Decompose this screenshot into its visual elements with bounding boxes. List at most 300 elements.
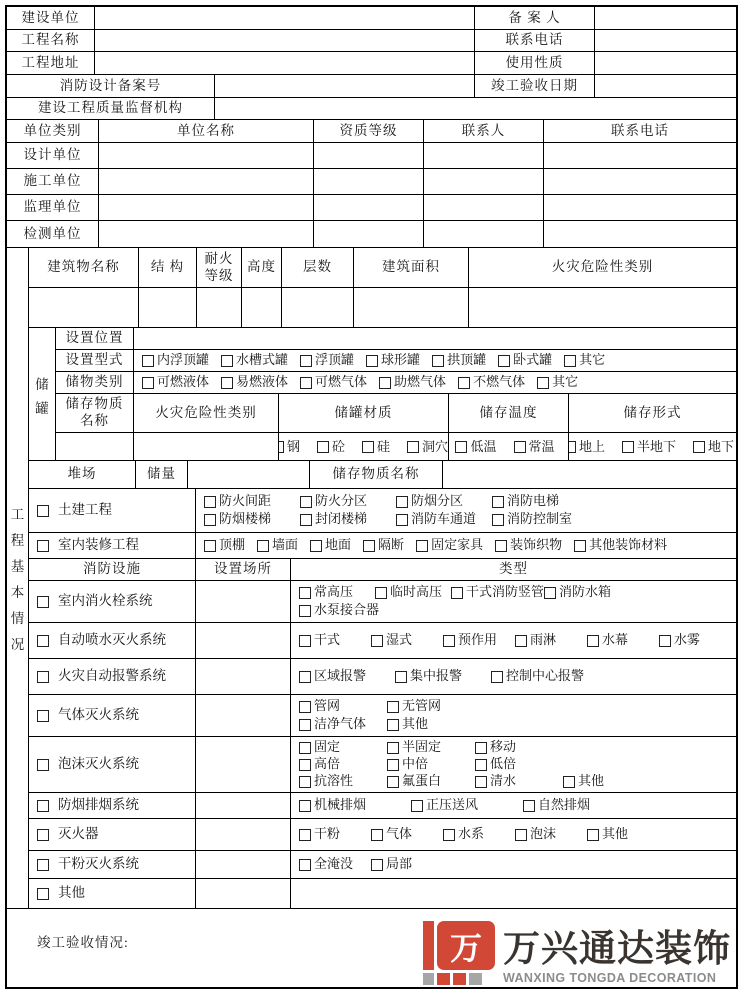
checkbox-option (475, 739, 563, 755)
tank-position-label: 设置位置 (56, 328, 134, 349)
checkbox-icon[interactable] (622, 441, 634, 453)
building-header-3: 高度 (242, 248, 282, 287)
facility-header-2: 类型 (499, 561, 528, 577)
option-label: 内浮顶罐 (157, 352, 210, 368)
unit-name-cell[interactable] (99, 143, 314, 168)
option-line (299, 698, 736, 716)
checkbox-option (563, 773, 651, 789)
top-row-1 (7, 7, 736, 30)
option-label: 固定 (314, 739, 341, 755)
checkbox-icon[interactable] (407, 441, 419, 453)
tank-section (29, 328, 736, 461)
checkbox-icon[interactable] (299, 701, 311, 713)
checkbox-icon[interactable] (693, 441, 705, 453)
facility-location-cell[interactable] (196, 659, 291, 694)
qualification-cell[interactable] (314, 221, 424, 247)
checkbox-option (498, 352, 552, 368)
checkbox-icon[interactable] (299, 635, 311, 647)
checkbox-icon[interactable] (299, 800, 311, 812)
checkbox-icon[interactable] (299, 759, 311, 771)
top-row-3 (7, 52, 736, 75)
checkbox-option (204, 537, 245, 553)
checkbox-option (515, 632, 587, 648)
checkbox-option (475, 773, 563, 789)
top-row-5 (7, 98, 736, 120)
building-header-2: 耐火等级 (197, 248, 242, 287)
unit-row-3 (7, 221, 736, 248)
checkbox-icon[interactable] (299, 719, 311, 731)
facility-location-cell[interactable] (196, 737, 291, 792)
yard-qty-input[interactable] (188, 461, 310, 488)
record-person-input[interactable] (595, 7, 736, 29)
option-label: 管网 (314, 698, 341, 714)
unit-row-2 (7, 195, 736, 221)
option-label: 水系 (458, 826, 485, 842)
facility-location-cell[interactable] (196, 695, 291, 736)
top-row-4 (7, 75, 736, 98)
facility-location-cell[interactable] (196, 623, 291, 658)
checkbox-option (387, 698, 475, 714)
option-label: 地下 (708, 438, 735, 454)
fire-acceptance-form-table (5, 5, 738, 989)
option-label: 泡沫 (530, 826, 557, 842)
checkbox-icon[interactable] (37, 540, 49, 552)
option-label: 消防控制室 (507, 511, 573, 527)
option-label: 低温 (470, 438, 497, 454)
facility-header-1: 设置场所 (196, 559, 291, 580)
checkbox-icon[interactable] (498, 355, 510, 367)
watermark-logo (419, 919, 733, 987)
checkbox-icon[interactable] (299, 605, 311, 617)
qualification-cell[interactable] (314, 195, 424, 220)
checkbox-icon[interactable] (515, 635, 527, 647)
checkbox-option (299, 739, 387, 755)
facility-row-8 (29, 879, 736, 908)
checkbox-icon[interactable] (142, 377, 154, 389)
checkbox-icon[interactable] (300, 514, 312, 526)
building-input-cell[interactable] (469, 288, 736, 327)
checkbox-icon[interactable] (299, 671, 311, 683)
checkbox-option (492, 493, 588, 509)
option-label: 洞穴 (422, 438, 449, 454)
option-label: 不燃气体 (473, 374, 526, 390)
checkbox-option (587, 826, 659, 842)
checkbox-option (395, 668, 491, 684)
option-line (279, 438, 449, 456)
type-options (291, 819, 736, 850)
checkbox-icon[interactable] (37, 759, 49, 771)
checkbox-icon[interactable] (366, 355, 378, 367)
side-label-char: 本 (10, 585, 25, 600)
logo-chinese-name: 万兴通达装饰 (503, 928, 731, 969)
checkbox-icon[interactable] (574, 540, 586, 552)
checkbox-option (523, 797, 635, 813)
option-label: 水泵接合器 (314, 602, 380, 618)
building-input-cell[interactable] (29, 288, 139, 327)
option-label: 移动 (490, 739, 517, 755)
checkbox-icon[interactable] (300, 355, 312, 367)
facility-type-cell (291, 623, 736, 658)
project-name-label: 工程名称 (7, 30, 95, 51)
checkbox-icon[interactable] (37, 671, 49, 683)
checkbox-icon[interactable] (475, 759, 487, 771)
completion-date-input[interactable] (595, 75, 736, 97)
checkbox-icon[interactable] (37, 829, 49, 841)
side-label-char: 程 (10, 533, 25, 548)
building-input-cell[interactable] (242, 288, 282, 327)
option-label: 防火分区 (315, 493, 368, 509)
contact-phone-input[interactable] (595, 30, 736, 51)
work-checkbox (29, 533, 196, 558)
option-label: 局部 (386, 856, 413, 872)
facility-checkbox (29, 623, 196, 658)
work-checkbox (29, 489, 196, 532)
option-label: 水雾 (674, 632, 701, 648)
option-label: 顶棚 (219, 537, 246, 553)
checkbox-icon[interactable] (299, 776, 311, 788)
option-line (299, 602, 736, 620)
tank-side-label (29, 328, 56, 461)
contact-phone-cell[interactable] (544, 143, 736, 168)
checkbox-option (659, 632, 731, 648)
tank-subheader-2: 储罐材质 (279, 394, 449, 432)
construction-unit-label: 建设单位 (7, 7, 95, 29)
supervision-org-label: 建设工程质量监督机构 (7, 98, 215, 119)
facility-checkbox-label: 气体灭火系统 (58, 707, 139, 723)
tank-hazard-input[interactable] (134, 433, 279, 461)
design-filing-number-input[interactable] (215, 75, 475, 97)
facility-location-cell[interactable] (196, 793, 291, 818)
facility-checkbox (29, 695, 196, 736)
option-line (204, 537, 736, 555)
checkbox-icon[interactable] (659, 635, 671, 647)
checkbox-option (299, 632, 371, 648)
option-label: 集中报警 (410, 668, 463, 684)
facility-type-cell (291, 581, 736, 622)
checkbox-icon[interactable] (221, 377, 233, 389)
type-options (291, 623, 736, 658)
checkbox-icon[interactable] (569, 441, 576, 453)
type-options (196, 489, 736, 532)
checkbox-icon[interactable] (396, 514, 408, 526)
checkbox-icon[interactable] (492, 514, 504, 526)
side-label-char: 况 (10, 637, 25, 652)
checkbox-icon[interactable] (204, 496, 216, 508)
tank-subheader-4: 储存形式 (623, 404, 682, 420)
checkbox-icon[interactable] (387, 701, 399, 713)
checkbox-icon[interactable] (257, 540, 269, 552)
tank-subheader-0: 储存物质名称 (56, 394, 134, 432)
option-label: 其他 (402, 716, 429, 732)
option-label: 洁净气体 (314, 716, 367, 732)
checkbox-option (492, 511, 588, 527)
checkbox-icon[interactable] (432, 355, 444, 367)
checkbox-icon[interactable] (475, 742, 487, 754)
option-line (299, 584, 736, 602)
option-label: 常温 (528, 438, 555, 454)
checkbox-option (387, 716, 475, 732)
checkbox-option (300, 374, 367, 390)
option-label: 防烟楼梯 (219, 511, 272, 527)
option-label: 自然排烟 (538, 797, 591, 813)
contact-person-cell[interactable] (424, 169, 544, 194)
checkbox-icon[interactable] (491, 671, 503, 683)
tank-material-options (279, 433, 449, 461)
checkbox-icon[interactable] (310, 540, 322, 552)
project-rows (29, 248, 736, 908)
option-label: 其他装饰材料 (589, 537, 668, 553)
checkbox-icon[interactable] (362, 441, 374, 453)
usage-nature-label: 使用性质 (475, 52, 595, 74)
checkbox-icon[interactable] (411, 800, 423, 812)
unit-name-cell[interactable] (99, 195, 314, 220)
building-input-cell[interactable] (139, 288, 197, 327)
checkbox-icon[interactable] (371, 829, 383, 841)
construction-unit-input[interactable] (95, 7, 475, 29)
checkbox-icon[interactable] (300, 377, 312, 389)
project-basic-section (7, 248, 736, 909)
option-label: 高倍 (314, 756, 341, 772)
building-input-cell[interactable] (282, 288, 354, 327)
facility-location-cell[interactable] (196, 819, 291, 850)
tank-subheader-row (56, 394, 736, 433)
checkbox-icon[interactable] (37, 635, 49, 647)
option-label: 球形罐 (381, 352, 421, 368)
checkbox-icon[interactable] (37, 596, 49, 608)
checkbox-icon[interactable] (204, 540, 216, 552)
logo-mark-icon (423, 921, 495, 985)
checkbox-option (544, 584, 620, 600)
checkbox-option (574, 537, 667, 553)
checkbox-option (514, 439, 555, 455)
option-label: 其它 (552, 374, 579, 390)
tank-substance-input[interactable] (56, 433, 134, 461)
type-options (291, 737, 736, 792)
checkbox-icon[interactable] (523, 800, 535, 812)
facility-type-cell (291, 695, 736, 736)
usage-nature-input[interactable] (595, 52, 736, 74)
checkbox-option (221, 374, 288, 390)
checkbox-icon[interactable] (416, 540, 428, 552)
option-line (299, 773, 736, 790)
checkbox-option (299, 856, 371, 872)
contact-phone-cell[interactable] (544, 169, 736, 194)
checkbox-option (396, 493, 492, 509)
facility-checkbox-label: 火灾自动报警系统 (58, 668, 166, 684)
contact-person-cell[interactable] (424, 195, 544, 220)
option-label: 干式 (314, 632, 341, 648)
facility-type-cell[interactable] (291, 879, 736, 908)
project-address-input[interactable] (95, 52, 475, 74)
checkbox-icon[interactable] (299, 829, 311, 841)
checkbox-icon[interactable] (387, 719, 399, 731)
building-input-cell[interactable] (354, 288, 469, 327)
option-label: 水幕 (602, 632, 629, 648)
facility-type-cell (291, 819, 736, 850)
checkbox-icon[interactable] (455, 441, 467, 453)
checkbox-option (443, 826, 515, 842)
checkbox-option (458, 374, 525, 390)
checkbox-icon[interactable] (475, 776, 487, 788)
facility-type-cell (291, 851, 736, 878)
checkbox-option (299, 797, 411, 813)
checkbox-icon[interactable] (587, 829, 599, 841)
checkbox-icon[interactable] (587, 635, 599, 647)
facility-type-cell (291, 737, 736, 792)
checkbox-icon[interactable] (299, 742, 311, 754)
option-line (299, 668, 736, 686)
option-label: 半地下 (637, 438, 677, 454)
option-label: 水槽式罐 (236, 352, 289, 368)
checkbox-icon[interactable] (221, 355, 233, 367)
option-label: 固定家具 (431, 537, 484, 553)
checkbox-icon[interactable] (317, 441, 329, 453)
option-label: 防烟分区 (411, 493, 464, 509)
checkbox-option (451, 584, 544, 600)
tank-form-label: 设置型式 (56, 350, 134, 371)
contact-phone-cell[interactable] (544, 195, 736, 220)
option-label: 钢 (286, 438, 300, 454)
option-label: 可燃液体 (157, 374, 210, 390)
checkbox-icon[interactable] (371, 859, 383, 871)
building-header-5: 建筑面积 (354, 248, 469, 287)
checkbox-icon[interactable] (375, 587, 387, 599)
checkbox-icon[interactable] (492, 496, 504, 508)
units-header-row (7, 120, 736, 143)
option-label: 机械排烟 (314, 797, 367, 813)
building-input-cell[interactable] (197, 288, 242, 327)
checkbox-icon[interactable] (395, 671, 407, 683)
tank-temperature-options (449, 433, 569, 461)
type-options (291, 695, 736, 736)
checkbox-icon[interactable] (299, 587, 311, 599)
building-header-6: 火灾危险性类别 (551, 259, 654, 275)
checkbox-icon[interactable] (204, 514, 216, 526)
work-row-1 (29, 533, 736, 559)
yard-substance-label: 储存物质名称 (310, 461, 443, 488)
record-person-label: 备 案 人 (475, 7, 595, 29)
option-label: 墙面 (272, 537, 299, 553)
facility-checkbox-label: 防烟排烟系统 (58, 797, 139, 813)
facility-row-2 (29, 659, 736, 695)
checkbox-icon[interactable] (299, 859, 311, 871)
checkbox-icon[interactable] (279, 441, 284, 453)
checkbox-icon[interactable] (451, 587, 463, 599)
option-label: 其他 (578, 773, 605, 789)
checkbox-icon[interactable] (537, 377, 549, 389)
checkbox-icon[interactable] (379, 377, 391, 389)
facility-location-cell[interactable] (196, 879, 291, 908)
checkbox-icon[interactable] (495, 540, 507, 552)
checkbox-option (299, 773, 387, 789)
option-label: 无管网 (402, 698, 442, 714)
checkbox-icon[interactable] (458, 377, 470, 389)
checkbox-icon[interactable] (443, 635, 455, 647)
checkbox-icon[interactable] (564, 355, 576, 367)
facility-checkbox-label: 室内消火栓系统 (58, 593, 153, 609)
qualification-cell[interactable] (314, 169, 424, 194)
checkbox-icon[interactable] (514, 441, 526, 453)
side-label-char: 情 (10, 611, 25, 626)
checkbox-icon[interactable] (387, 776, 399, 788)
facility-checkbox (29, 851, 196, 878)
checkbox-icon[interactable] (387, 759, 399, 771)
logo-text (503, 930, 731, 985)
facility-location-cell[interactable] (196, 851, 291, 878)
facility-checkbox-label: 灭火器 (58, 826, 99, 842)
building-header-1: 结 构 (139, 248, 197, 287)
project-name-input[interactable] (95, 30, 475, 51)
checkbox-option (387, 756, 475, 772)
checkbox-option (407, 439, 448, 455)
supervision-org-input[interactable] (215, 98, 736, 119)
checkbox-icon[interactable] (387, 742, 399, 754)
option-label: 清水 (490, 773, 517, 789)
option-label: 其他 (602, 826, 629, 842)
checkbox-icon[interactable] (363, 540, 375, 552)
contact-person-cell[interactable] (424, 143, 544, 168)
option-label: 正压送风 (426, 797, 479, 813)
unit-name-cell[interactable] (99, 221, 314, 247)
checkbox-icon[interactable] (371, 635, 383, 647)
work-checkbox-label: 土建工程 (58, 502, 112, 518)
option-label: 助燃气体 (394, 374, 447, 390)
units-header-3: 联系人 (424, 120, 544, 142)
checkbox-icon[interactable] (443, 829, 455, 841)
tank-position-input[interactable] (134, 328, 736, 349)
option-line (299, 826, 736, 844)
facility-header-row (29, 559, 736, 581)
checkbox-icon[interactable] (300, 496, 312, 508)
contact-phone-cell[interactable] (544, 221, 736, 247)
facility-header-0: 消防设施 (29, 559, 196, 580)
tank-side-char: 储 (35, 376, 49, 392)
acceptance-label: 竣工验收情况: (37, 935, 129, 950)
checkbox-icon[interactable] (37, 859, 49, 871)
type-options (291, 851, 736, 878)
checkbox-option (366, 352, 420, 368)
option-label: 砼 (331, 438, 345, 454)
project-address-label: 工程地址 (7, 52, 95, 74)
facility-checkbox (29, 879, 196, 908)
yard-substance-input[interactable] (443, 461, 736, 488)
checkbox-icon[interactable] (37, 710, 49, 722)
checkbox-icon[interactable] (37, 800, 49, 812)
checkbox-icon[interactable] (544, 587, 556, 599)
unit-name-cell[interactable] (99, 169, 314, 194)
contact-person-cell[interactable] (424, 221, 544, 247)
checkbox-icon[interactable] (396, 496, 408, 508)
option-label: 硅 (377, 438, 391, 454)
option-label: 气体 (386, 826, 413, 842)
checkbox-icon[interactable] (563, 776, 575, 788)
checkbox-icon[interactable] (37, 888, 49, 900)
facility-location-cell[interactable] (196, 581, 291, 622)
checkbox-option (299, 668, 395, 684)
tank-detail-row (56, 433, 736, 461)
checkbox-icon[interactable] (142, 355, 154, 367)
facility-row-0 (29, 581, 736, 623)
checkbox-option (379, 374, 446, 390)
option-label: 半固定 (402, 739, 442, 755)
acceptance-section (7, 909, 736, 987)
side-label-char: 工 (10, 507, 25, 522)
option-line (299, 716, 736, 734)
qualification-cell[interactable] (314, 143, 424, 168)
option-line (299, 756, 736, 773)
checkbox-icon[interactable] (37, 505, 49, 517)
checkbox-icon[interactable] (515, 829, 527, 841)
